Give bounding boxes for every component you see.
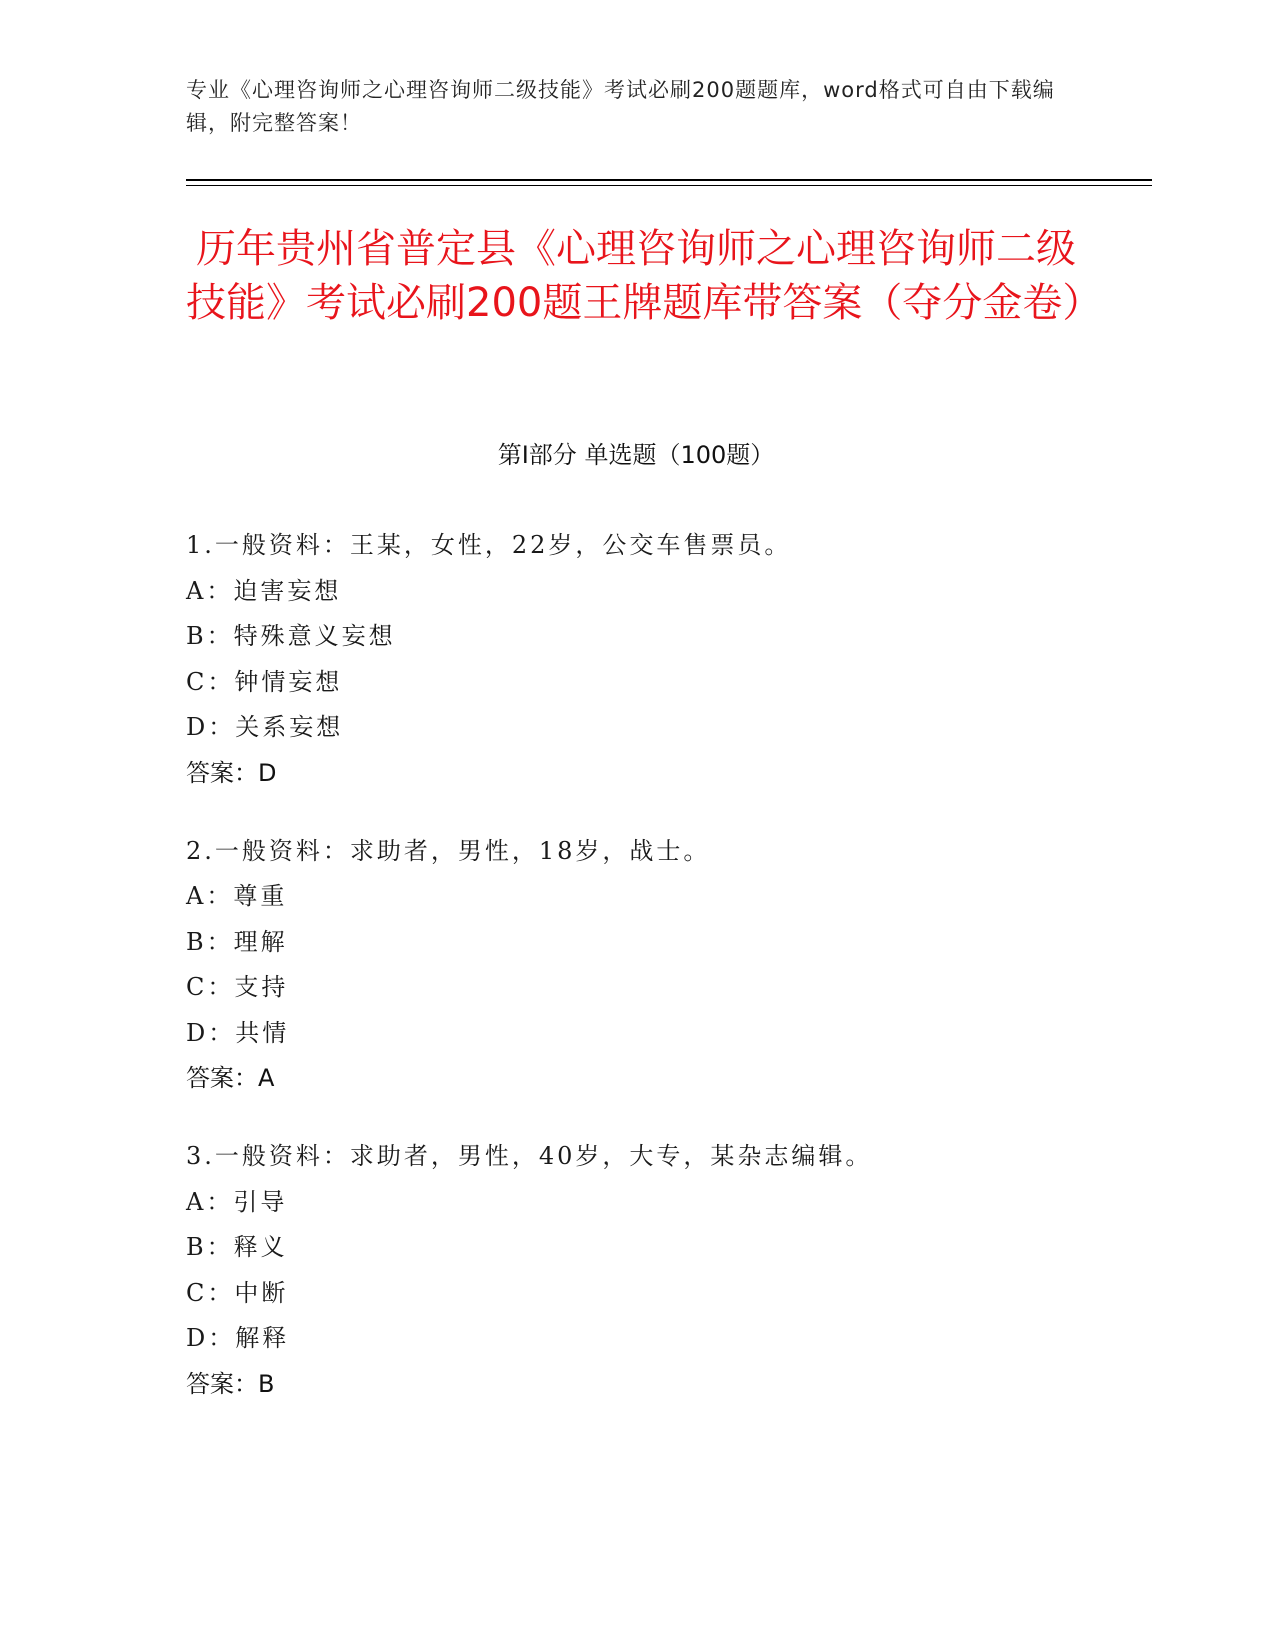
answer: 答案：B [186,1369,275,1398]
question-stem: 1.一般资料：王某，女性，22岁，公交车售票员。 [186,531,792,559]
option-a: A：尊重 [186,882,288,910]
answer: 答案：A [186,1064,275,1092]
section-heading: 第Ⅰ部分 单选题（100题） [497,441,775,469]
option-d: D：关系妄想 [186,713,344,741]
question-stem: 3.一般资料：求助者，男性，40岁，大专，某杂志编辑。 [186,1142,873,1170]
question-3 [186,1139,1146,1401]
option-c: C：钟情妄想 [186,667,343,696]
answer: 答案：D [186,758,277,787]
option-d: D：解释 [186,1324,290,1352]
option-c: C：支持 [186,973,289,1001]
question-1 [186,528,1146,790]
question-list [186,528,1146,1445]
question-2 [186,834,1146,1096]
option-b: B：释义 [186,1233,288,1261]
header-note: 专业《心理咨询师之心理咨询师二级技能》考试必刷200题题库，word格式可自由下载编辑，附完整答案！ [186,78,1055,135]
option-a: A：迫害妄想 [186,576,342,605]
option-c: C：中断 [186,1278,289,1307]
document-title: 历年贵州省普定县《心理咨询师之心理咨询师二级技能》考试必刷200题王牌题库带答案（夺分金卷） [186,226,1103,326]
header-divider-thin [186,185,1152,186]
header-divider-thick [186,179,1152,181]
option-b: B：理解 [186,927,288,956]
option-b: B：特殊意义妄想 [186,622,396,650]
question-stem: 2.一般资料：求助者，男性，18岁，战士。 [186,836,711,865]
option-d: D：共情 [186,1018,290,1047]
option-a: A：引导 [186,1187,288,1216]
